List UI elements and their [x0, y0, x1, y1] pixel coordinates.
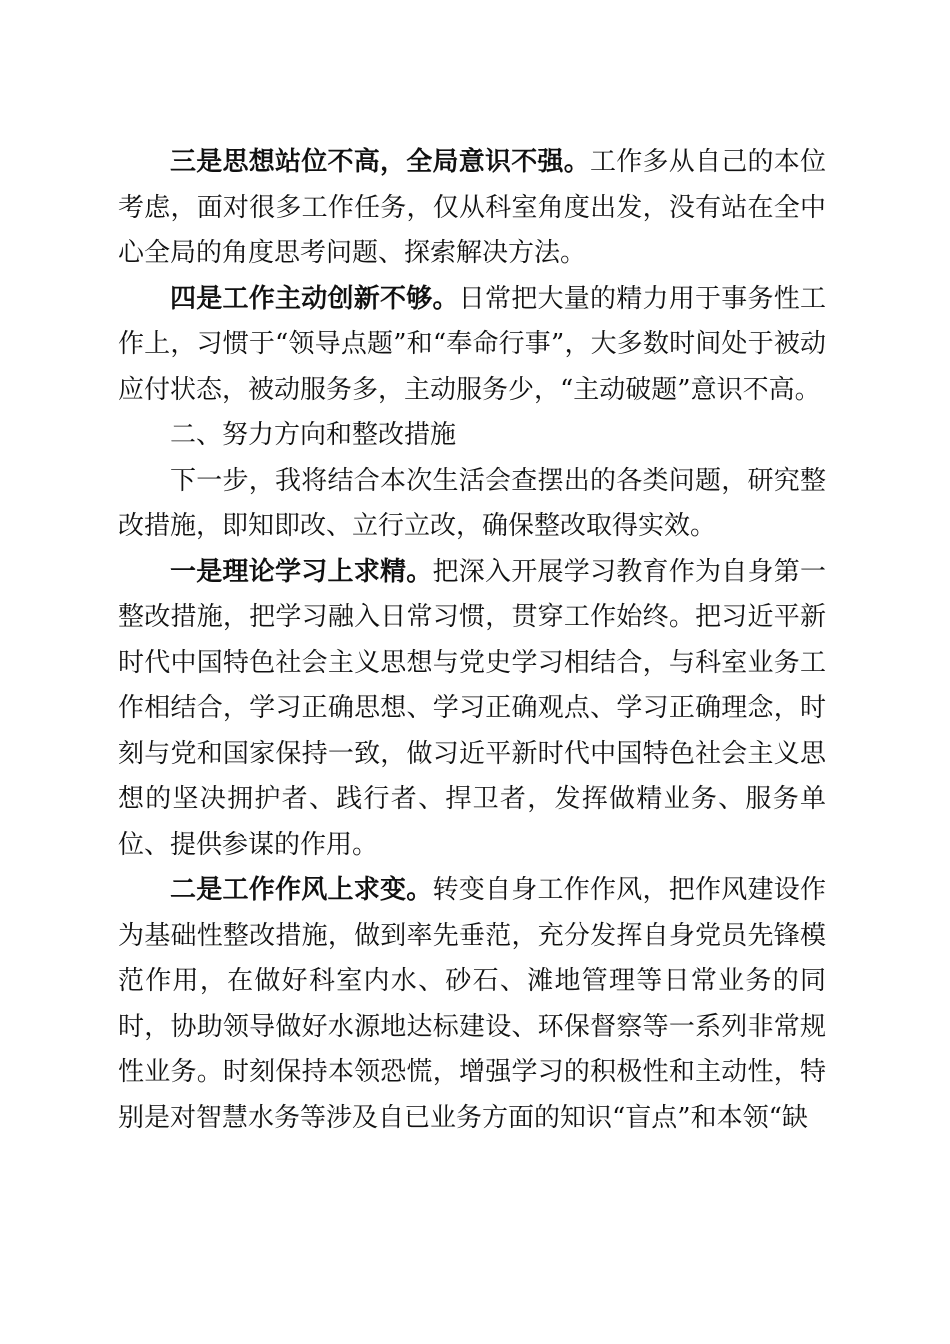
paragraph-text: 日常把大量的精力用于事务性工作上，习惯于“领导点题”和“奉命行事”，大多数时间处于被动应付状态，被动服务多，主动服务少，“主动破题”意识不高。: [118, 283, 826, 405]
paragraph-text: 转变自身工作作风，把作风建设作为基础性整改措施，做到率先垂范，充分发挥自身党员先锋模范作用，在做好科室内水、砂石、滩地管理等日常业务的同时，协助领导做好水源地达标建设、环保督察等一系列非常规性业务。时刻保持本领恐慌，增强学习的积极性和主动性，特别是对智慧水务等涉及自已业务方面的知识“盲点”和本领“缺: [118, 875, 826, 1133]
paragraph-text: 把深入开展学习教育作为自身第一整改措施，把学习融入日常习惯，贯穿工作始终。把习近平新时代中国特色社会主义思想与党史学习相结合，与科室业务工作相结合，学习正确思想、学习正确观点、学习正确理念，时刻与党和国家保持一致，做习近平新时代中国特色社会主义思想的坚决拥护者、践行者、捍卫者，发挥做精业务、服务单位、提供参谋的作用。: [118, 556, 826, 860]
paragraph-lead: 一是理论学习上求精。: [170, 556, 433, 587]
paragraph-measure-1: [118, 550, 826, 869]
paragraph-intro: 下一步，我将结合本次生活会查摆出的各类问题，研究整改措施，即知即改、立行立改，确保整改取得实效。: [118, 465, 826, 541]
paragraph-measure-2: [118, 868, 826, 1141]
paragraph-problem-3: [118, 140, 826, 277]
paragraph-lead: 三是思想站位不高，全局意识不强。: [170, 147, 590, 177]
paragraph-text: 工作多从自己的本位考虑，面对很多工作任务，仅从科室角度出发，没有站在全中心全局的角度思考问题、探索解决方法。: [118, 147, 826, 268]
document-body: [118, 140, 826, 1141]
section-heading: 二、努力方向和整改措施: [170, 420, 457, 450]
paragraph-problem-4: [118, 277, 826, 414]
paragraph-lead: 四是工作主动创新不够。: [170, 283, 459, 314]
paragraph-lead: 二是工作作风上求变。: [170, 875, 433, 905]
